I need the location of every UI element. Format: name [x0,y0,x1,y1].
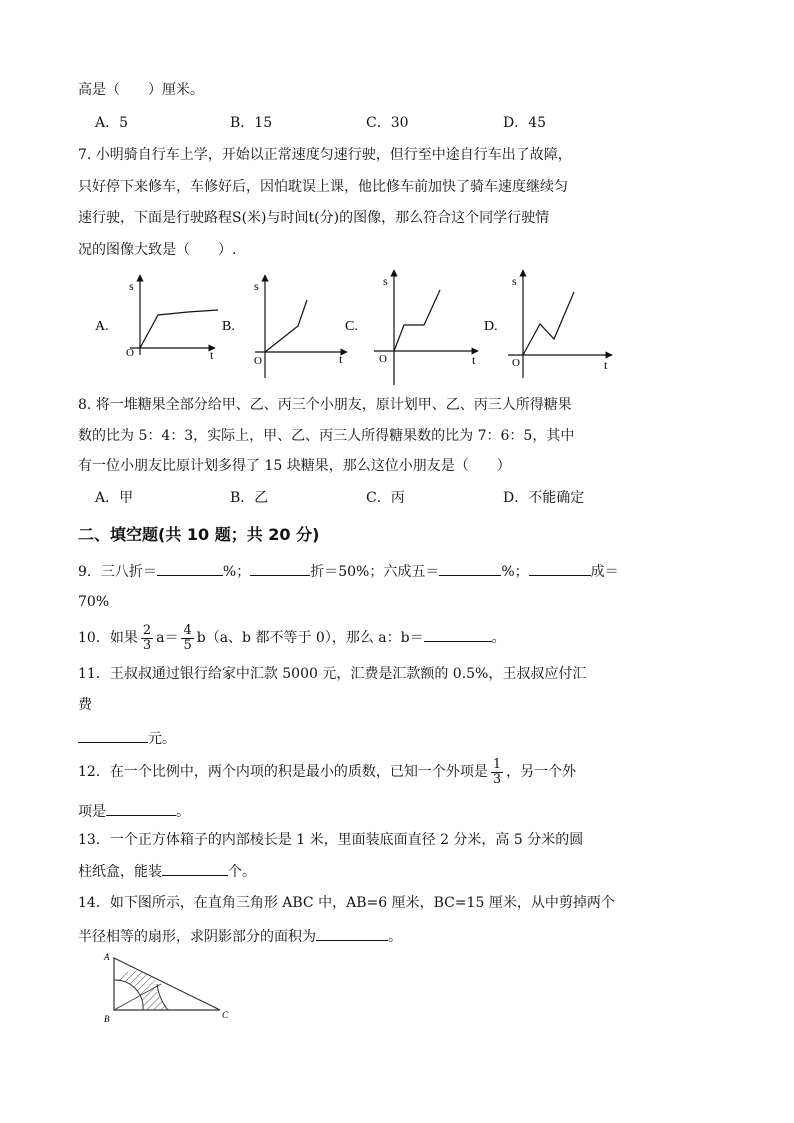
q14-label-c: C [222,1010,229,1020]
graph-c-letter: C. [345,319,358,334]
graph-a-letter: A. [95,319,109,334]
q10-fraction-1: $\frac{2}{3}$ [142,622,152,653]
q6-text: 高是（ ）厘米。 [78,82,204,98]
q11-line-2: 费 [78,697,92,713]
q9-blank-2[interactable] [250,560,310,576]
graph-b-t: t [339,352,343,366]
q14-triangle-figure [95,948,245,1028]
graph-d-t: t [604,358,608,372]
q8-line-1: 8. 将一堆糖果全部分给甲、乙、丙三个小朋友，原计划甲、乙、丙三人所得糖果 [78,397,572,413]
q8-line-3: 有一位小朋友比原计划多得了 15 块糖果，那么这位小朋友是（ ） [78,458,511,474]
q10-text-2: a＝ [156,630,179,646]
q10-text-3: b（a、b 都不等于 0），那么 a：b＝ [196,630,424,646]
q7-line-3: 速行驶，下面是行驶路程S(米)与时间t(分)的图像，那么符合这个同学行驶情 [78,210,550,226]
q6-option-a[interactable]: A．5 [95,115,129,131]
q10-text-1: 10．如果 [78,630,138,646]
q9-blank-1[interactable] [157,560,223,576]
graph-c-s: s [383,274,388,288]
q6-option-c[interactable]: C．30 [366,115,409,131]
q7-graphs [0,260,794,390]
q6-option-d[interactable]: D．45 [503,115,547,131]
q12-line-1 [78,752,576,792]
graph-d-s: s [512,274,517,288]
q12-text-4: 。 [176,804,190,820]
q14-label-b: B [104,1014,110,1024]
q9-text-3: 折＝50%；六成五＝ [310,564,440,580]
q10-blank[interactable] [424,626,492,642]
q13-text-2: 柱纸盒，能装 [78,864,162,880]
graph-c-origin: O [379,353,387,365]
section-title: 二、填空题(共 10 题；共 20 分) [78,525,320,544]
q11-text-3: 元。 [148,731,176,747]
q13-blank[interactable] [162,860,228,876]
graph-b-s: s [254,279,259,293]
q9-blank-4[interactable] [529,560,591,576]
q9-line-2: 70% [78,594,110,610]
graph-b-letter: B. [222,319,235,334]
q8-option-d[interactable]: D．不能确定 [503,490,585,506]
q14-text-3: 。 [388,929,402,945]
q9-text-5: 成＝ [590,564,619,580]
q8-option-a[interactable]: A．甲 [95,490,134,506]
q14-line-2 [78,925,402,947]
q14-text-2: 半径相等的扇形，求阴影部分的面积为 [78,929,316,945]
graph-d-letter: D. [484,319,498,334]
q7-graph-b[interactable] [222,275,347,378]
q12-blank[interactable] [106,800,176,816]
q9-blank-3[interactable] [439,560,501,576]
q12-text-1: 12．在一个比例中，两个内项的积是最小的质数，已知一个外项是 [78,764,488,780]
q14-line-1: 14．如下图所示，在直角三角形 ABC 中，AB=6 厘米，BC=15 厘米，从中剪掉两个 [78,895,615,911]
q12-fraction: $\frac{1}{3}$ [492,756,502,787]
q12-text-3: 项是 [78,804,106,820]
q7-graph-d[interactable] [484,270,612,378]
graph-c-t: t [472,353,476,367]
q10-text-4: 。 [491,630,506,646]
q13-text-3: 个。 [228,864,256,880]
q7-graph-c[interactable] [345,270,478,385]
graph-a-t: t [210,348,214,362]
q12-text-2: ，另一个外 [506,764,577,780]
graph-b-origin: O [254,355,262,367]
q12-line-2 [78,800,190,822]
q7-line-4: 况的图像大致是（ ）. [78,242,237,258]
graph-d-origin: O [512,357,520,369]
q8-option-b[interactable]: B．乙 [230,490,269,506]
q7-graph-a[interactable] [95,275,218,362]
q10-fraction-2: $\frac{4}{5}$ [183,622,192,653]
q14-label-a: A [104,952,110,962]
graph-a-origin: O [126,347,134,359]
q7-line-1: 7. 小明骑自行车上学，开始以正常速度匀速行驶，但行至中途自行车出了故障， [78,147,572,163]
q6-option-b[interactable]: B．15 [230,115,273,131]
q13-line-1: 13．一个正方体箱子的内部棱长是 1 米，里面装底面直径 2 分米，高 5 分米的圆 [78,832,584,848]
q9-text-2: %； [222,564,251,580]
q9-line-1 [78,560,619,582]
q11-line-3 [78,727,176,749]
q8-line-2: 数的比为 5：4：3，实际上，甲、乙、丙三人所得糖果数的比为 7：6：5，其中 [78,428,575,444]
q11-line-1: 11．王叔叔通过银行给家中汇款 5000 元，汇费是汇款额的 0.5%，王叔叔应付汇 [78,666,587,682]
graph-a-s: s [129,279,134,293]
q14-blank[interactable] [316,925,388,941]
q9-text-4: %； [501,564,529,580]
q8-option-c[interactable]: C．丙 [366,490,405,506]
q11-blank[interactable] [78,727,148,743]
q9-text-1: 9．三八折＝ [78,564,157,580]
q13-line-2 [78,860,256,882]
q10-line [78,620,506,656]
q7-line-2: 只好停下来修车，车修好后，因怕耽误上课，他比修车前加快了骑车速度继续匀 [78,179,568,195]
